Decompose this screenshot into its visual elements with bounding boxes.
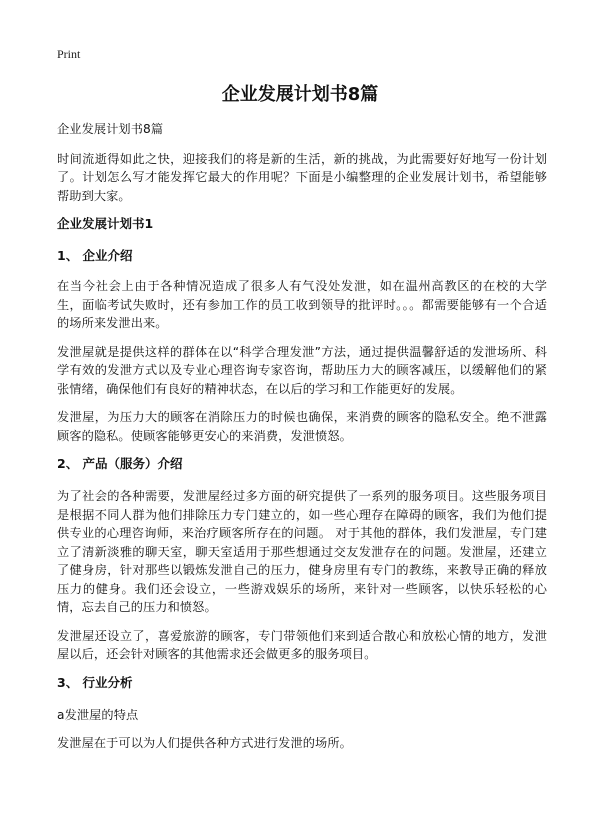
print-link[interactable]: Print — [57, 47, 81, 61]
paragraph: 发泄屋，为压力大的顾客在消除压力的时候也确保，来消费的顾客的隐私安全。绝不泄露顾客的隐私。使顾客能够更安心的来消费，发泄愤怒。 — [57, 410, 547, 443]
paragraph: 为了社会的各种需要，发泄屋经过多方面的研究提供了一系列的服务项目。这些服务项目是根据不同人群为他们排除压力专门建立的，如一些心理存在障碍的顾客，我们为他们提供专业的心理咨询师，来治疗顾客所存在的问题。 对于其他的群体，我们发泄屋，专门建立了清新淡雅的聊天室，聊天室适用于那些想通过交友发泄存在的问题。发泄屋，还建立了健身房，针对那些以锻炼发泄自己的压力，健身房里有专门的教练，来教导正确的释放压力的健身。我们还会设立，一些游戏娱乐的场所，来针对一些顾客，以快乐轻松的心情，忘去自己的压力和愤怒。 — [57, 489, 547, 614]
paragraph: 发泄屋还设立了，喜爱旅游的顾客，专门带领他们来到适合散心和放松心情的地方，发泄屋以后，还会针对顾客的其他需求还会做更多的服务项目。 — [57, 628, 547, 661]
paragraph: a发泄屋的特点 — [57, 707, 139, 722]
document-body — [57, 120, 547, 763]
document-subtitle: 企业发展计划书8篇 — [57, 122, 164, 136]
plan-heading: 企业发展计划书1 — [57, 216, 154, 231]
intro-paragraph: 时间流逝得如此之快，迎接我们的将是新的生活，新的挑战，为此需要好好地写一份计划了。计划怎么写才能发挥它最大的作用呢？下面是小编整理的企业发展计划书，希望能够帮助到大家。 — [57, 151, 547, 203]
section-heading-industry: 3、 行业分析 — [57, 674, 133, 690]
page-title: 企业发展计划书8篇 — [221, 84, 379, 105]
paragraph: 发泄屋就是提供这样的群体在以“科学合理发泄”方法，通过提供温馨舒适的发泄场所、科学有效的发泄方式以及专业心理咨询专家咨询，帮助压力大的顾客减压，以缓解他们的紧张情绪，确保他们有良好的精神状态，在以后的学习和工作能更好的发展。 — [57, 344, 547, 396]
section-heading-products: 2、 产品（服务）介绍 — [57, 456, 183, 471]
paragraph: 发泄屋在于可以为人们提供各种方式进行发泄的场所。 — [57, 736, 352, 750]
paragraph: 在当今社会上由于各种情况造成了很多人有气没处发泄，如在温州高教区的在校的大学生，面临考试失败时，还有参加工作的员工收到领导的批评时。。。都需要能够有一个合适的场所来发泄出来。 — [57, 279, 547, 330]
section-heading-company: 1、 企业介绍 — [57, 248, 133, 263]
